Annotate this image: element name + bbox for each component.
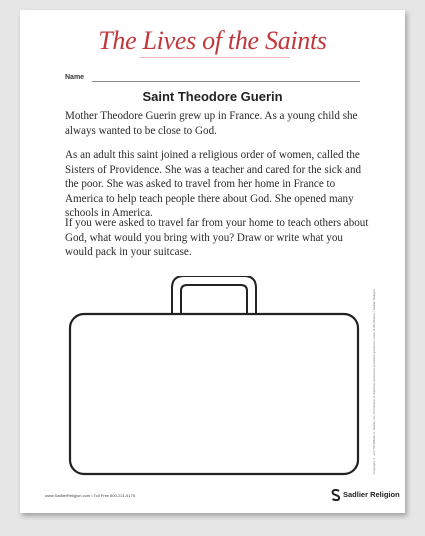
banner-underline <box>140 57 290 58</box>
paragraph-adult-life: As an adult this saint joined a religious order of women, called the Sisters of Providence. She was a teacher and cared for the sick and the poor. She was asked to travel from her home in France to America to help teach people there about God. She opened many schools in America. <box>65 149 362 220</box>
brand-logo <box>331 488 400 502</box>
page-title: Saint Theodore Guerin <box>142 89 283 104</box>
suitcase-drawing-area <box>68 276 360 476</box>
suitcase-outline-icon <box>68 276 360 476</box>
paragraph-childhood: Mother Theodore Guerin grew up in France. As a young child she always wanted to be close to God. <box>65 110 358 137</box>
name-writing-line <box>92 81 360 82</box>
banner-title: The Lives of the Saints <box>98 26 327 55</box>
copyright-notice: Copyright © and TM William H. Sadlier, Inc. Permission to duplicate classroom quantities granted to users of We Believe / Sadlier Religion. <box>372 288 376 474</box>
worksheet-page <box>20 10 405 513</box>
brand-name: Sadlier Religion <box>343 490 400 499</box>
sadlier-logo-icon <box>331 489 341 501</box>
footer-contact: www.SadlierReligion.com • Toll Free 800-221-5175 <box>45 493 136 498</box>
name-label: Name <box>65 74 85 81</box>
paragraph-activity-prompt: If you were asked to travel far from your home to teach others about God, what would you bring with you? Draw or write what you would pack in your suitcase. <box>65 217 369 259</box>
